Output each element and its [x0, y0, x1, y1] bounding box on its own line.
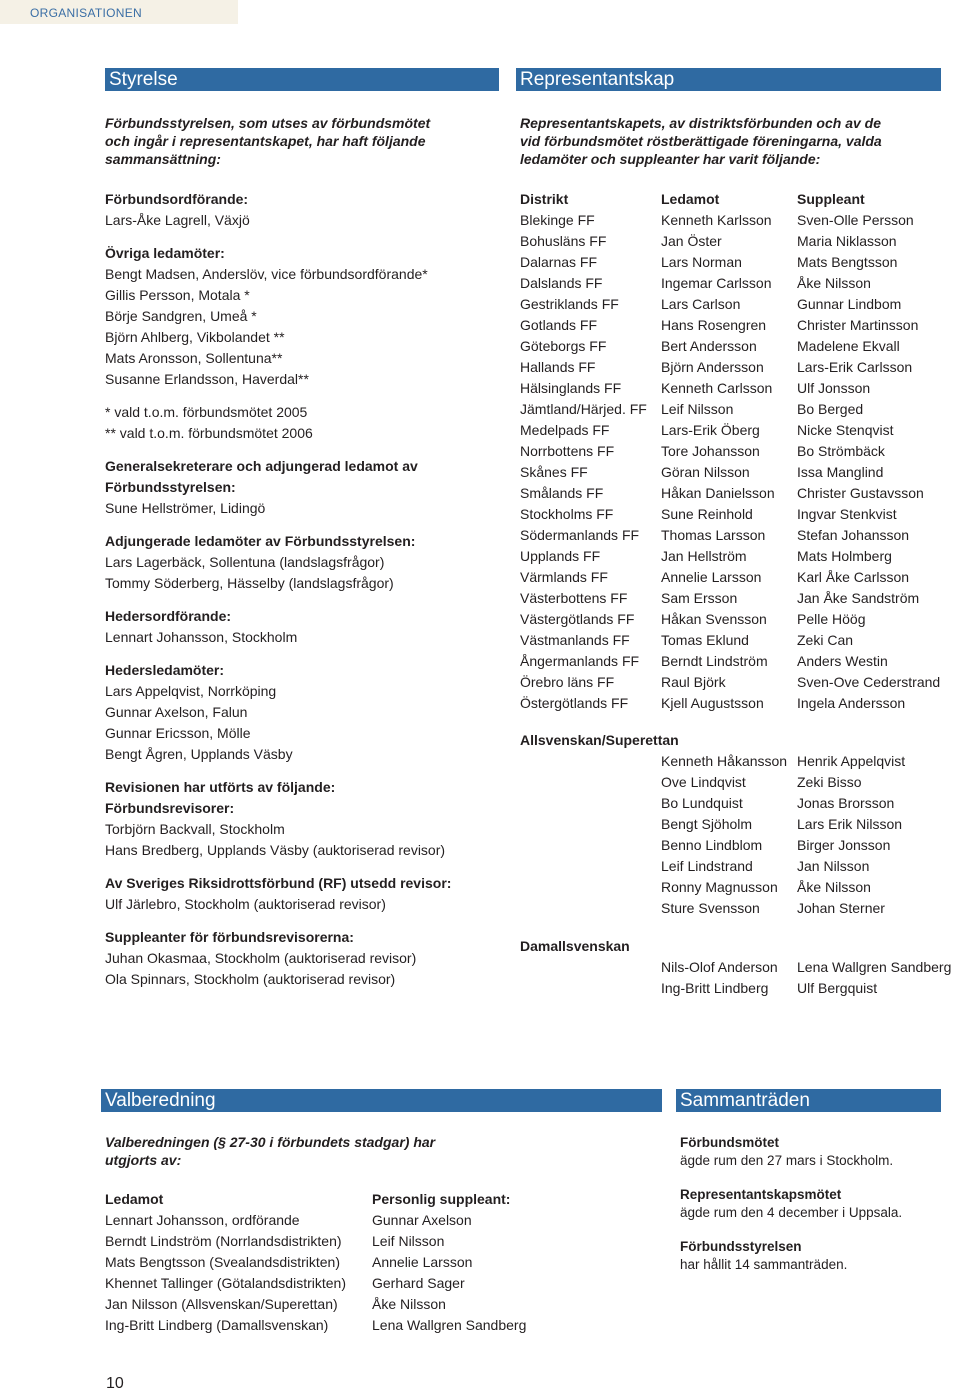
- suppleant-cell: Christer Martinsson: [797, 317, 919, 333]
- line: Gunnar Axelson, Falun: [105, 704, 248, 720]
- line: Juhan Okasmaa, Stockholm (auktoriserad revisor): [105, 950, 417, 966]
- distrikt-cell: Medelpads FF: [520, 422, 610, 438]
- line: Lennart Johansson, Stockholm: [105, 629, 298, 645]
- ledamot-header: Ledamot: [105, 1191, 164, 1207]
- heading: Av Sveriges Riksidrottsförbund (RF) utsedd revisor:: [105, 875, 452, 891]
- ledamot-cell: Kenneth Karlsson: [661, 212, 772, 228]
- suppleant-cell: Zeki Bisso: [797, 774, 862, 790]
- footnote: * vald t.o.m. förbundsmötet 2005: [105, 404, 308, 420]
- distrikt-cell: Jämtland/Härjed. FF: [520, 401, 647, 417]
- distrikt-cell: Värmlands FF: [520, 569, 608, 585]
- ledamot-cell: Sam Ersson: [661, 590, 738, 606]
- heading: Förbundsstyrelsen: [680, 1239, 802, 1254]
- ledamot-header: Ledamot: [661, 191, 720, 207]
- ledamot-cell: Annelie Larsson: [661, 569, 762, 585]
- heading: Hedersordförande:: [105, 608, 232, 624]
- ledamot-cell: Kenneth Håkansson: [661, 753, 788, 769]
- heading: Adjungerade ledamöter av Förbundsstyrelsen:: [105, 533, 416, 549]
- suppleant-cell: Gunnar Lindbom: [797, 296, 902, 312]
- suppleant-cell: Sven-Olle Persson: [797, 212, 914, 228]
- suppleant-header: Personlig suppleant:: [372, 1191, 511, 1207]
- ledamot-cell: Lennart Johansson, ordförande: [105, 1212, 300, 1228]
- suppleant-cell: Sven-Ove Cederstrand: [797, 674, 941, 690]
- line: Björn Ahlberg, Vikbolandet **: [105, 329, 285, 345]
- styrelse-intro: Förbundsstyrelsen, som utses av förbundsmötet och ingår i representantskapet, har haft följande sammansättning:: [105, 115, 431, 167]
- valberedning-ledamot-column: [105, 1189, 346, 1336]
- page-number: 10: [106, 1375, 124, 1392]
- distrikt-cell: Västergötlands FF: [520, 611, 635, 627]
- ledamot-cell: Bo Lundquist: [661, 795, 743, 811]
- ledamot-cell: Lars Norman: [661, 254, 742, 270]
- suppleant-cell: Mats Bengtsson: [797, 254, 898, 270]
- distrikt-cell: Norrbottens FF: [520, 443, 615, 459]
- suppleant-cell: Birger Jonsson: [797, 837, 891, 853]
- ledamot-cell: Kenneth Carlsson: [661, 380, 773, 396]
- suppleant-header: Suppleant: [797, 191, 865, 207]
- suppleant-cell: Mats Holmberg: [797, 548, 892, 564]
- suppleant-cell: Stefan Johansson: [797, 527, 910, 543]
- suppleant-cell: Lars-Erik Carlsson: [797, 359, 913, 375]
- ledamot-cell: Sune Reinhold: [661, 506, 753, 522]
- distrikt-cell: Upplands FF: [520, 548, 601, 564]
- styrelse-title: Styrelse: [105, 68, 499, 91]
- suppleant-cell: Issa Manglind: [797, 464, 884, 480]
- allsvenskan-heading: Allsvenskan/Superettan: [520, 732, 679, 748]
- line: ägde rum den 27 mars i Stockholm.: [680, 1153, 894, 1168]
- ledamot-cell: Tomas Eklund: [661, 632, 749, 648]
- distrikt-cell: Skånes FF: [520, 464, 588, 480]
- suppleant-cell: Maria Niklasson: [797, 233, 897, 249]
- ledamot-cell: Berndt Lindström (Norrlandsdistrikten): [105, 1233, 342, 1249]
- ledamot-cell: Khennet Tallinger (Götalandsdistrikten): [105, 1275, 346, 1291]
- suppleant-cell: Bo Strömbäck: [797, 443, 885, 459]
- distrikt-cell: Gestriklands FF: [520, 296, 619, 312]
- line: ägde rum den 4 december i Uppsala.: [680, 1205, 903, 1220]
- suppleant-cell: Annelie Larsson: [372, 1254, 473, 1270]
- ledamot-cell: Lars-Erik Öberg: [661, 422, 760, 438]
- ledamot-cell: Mats Bengtsson (Svealandsdistrikten): [105, 1254, 340, 1270]
- distrikt-cell: Hälsinglands FF: [520, 380, 622, 396]
- allsvenskan-suppleant-column: [797, 751, 905, 919]
- valberedning-intro: Valberedningen (§ 27-30 i förbundets stadgar) har utgjorts av:: [105, 1134, 436, 1168]
- ledamot-cell: Thomas Larsson: [661, 527, 766, 543]
- suppleant-cell: Madelene Ekvall: [797, 338, 900, 354]
- distrikt-cell: Smålands FF: [520, 485, 604, 501]
- allsvenskan-ledamot-column: [661, 751, 787, 919]
- line: Susanne Erlandsson, Haverdal**: [105, 371, 309, 387]
- distrikt-column: [520, 189, 647, 714]
- suppleant-cell: Ulf Bergquist: [797, 980, 878, 996]
- line: Gillis Persson, Motala *: [105, 287, 250, 303]
- distrikt-cell: Stockholms FF: [520, 506, 614, 522]
- representantskap-title: Representantskap: [516, 68, 941, 91]
- suppleant-cell: Bo Berged: [797, 401, 864, 417]
- ledamot-cell: Kjell Augustsson: [661, 695, 764, 711]
- ledamot-cell: Håkan Danielsson: [661, 485, 775, 501]
- line: Sune Hellströmer, Lidingö: [105, 500, 266, 516]
- ledamot-cell: Jan Hellström: [661, 548, 747, 564]
- suppleant-cell: Åke Nilsson: [797, 275, 871, 291]
- line: Ulf Järlebro, Stockholm (auktoriserad revisor): [105, 896, 386, 912]
- heading: Hedersledamöter:: [105, 662, 225, 678]
- ledamot-cell: Håkan Svensson: [661, 611, 767, 627]
- ledamot-cell: Jan Öster: [661, 233, 722, 249]
- damallsvenskan-suppleant-column: [797, 957, 951, 999]
- suppleant-cell: Lena Wallgren Sandberg: [797, 959, 952, 975]
- distrikt-cell: Västmanlands FF: [520, 632, 630, 648]
- heading: Suppleanter för förbundsrevisorerna:: [105, 929, 354, 945]
- section-tag: ORGANISATIONEN: [0, 0, 238, 24]
- suppleant-column: [797, 189, 940, 714]
- distrikt-cell: Blekinge FF: [520, 212, 595, 228]
- distrikt-cell: Gotlands FF: [520, 317, 598, 333]
- representantskap-intro: Representantskapets, av distriktsförbunden och av de vid förbundsmötet röstberättigade föreningarna, valda ledamöter och suppleanter har varit följande:: [520, 115, 882, 167]
- distrikt-cell: Göteborgs FF: [520, 338, 607, 354]
- ledamot-cell: Björn Andersson: [661, 359, 764, 375]
- heading: Revisionen har utförts av följande:: [105, 779, 336, 795]
- distrikt-cell: Ångermanlands FF: [520, 653, 640, 669]
- ledamot-cell: Nils-Olof Anderson: [661, 959, 778, 975]
- line: har hållit 14 sammanträden.: [680, 1257, 848, 1272]
- ledamot-cell: Benno Lindblom: [661, 837, 763, 853]
- line: Tommy Söderberg, Hässelby (landslagsfrågor): [105, 575, 394, 591]
- valberedning-suppleant-column: [372, 1189, 526, 1336]
- distrikt-cell: Dalarnas FF: [520, 254, 598, 270]
- suppleant-cell: Gunnar Axelson: [372, 1212, 472, 1228]
- distrikt-cell: Östergötlands FF: [520, 695, 629, 711]
- sammantraden-body: [680, 1134, 902, 1274]
- suppleant-cell: Johan Sterner: [797, 900, 885, 916]
- ledamot-cell: Jan Nilsson (Allsvenskan/Superettan): [105, 1296, 338, 1312]
- suppleant-cell: Ingela Andersson: [797, 695, 906, 711]
- styrelse-body: [105, 189, 505, 990]
- heading: Generalsekreterare och adjungerad ledamot av: [105, 458, 418, 474]
- suppleant-cell: Christer Gustavsson: [797, 485, 924, 501]
- ledamot-cell: Bert Andersson: [661, 338, 757, 354]
- ledamot-cell: Leif Nilsson: [661, 401, 734, 417]
- ledamot-cell: Raul Björk: [661, 674, 726, 690]
- distrikt-header: Distrikt: [520, 191, 569, 207]
- ledamot-cell: Hans Rosengren: [661, 317, 767, 333]
- valberedning-title: Valberedning: [101, 1089, 662, 1112]
- distrikt-cell: Bohusläns FF: [520, 233, 607, 249]
- damallsvenskan-heading: Damallsvenskan: [520, 938, 630, 954]
- sammantraden-title: Sammanträden: [676, 1089, 941, 1112]
- line: Lars-Åke Lagrell, Växjö: [105, 212, 250, 228]
- ledamot-cell: Göran Nilsson: [661, 464, 750, 480]
- suppleant-cell: Leif Nilsson: [372, 1233, 445, 1249]
- line: Bengt Ågren, Upplands Väsby: [105, 746, 293, 762]
- line: Torbjörn Backvall, Stockholm: [105, 821, 285, 837]
- ledamot-cell: Tore Johansson: [661, 443, 760, 459]
- distrikt-cell: Hallands FF: [520, 359, 596, 375]
- heading: Förbundsrevisorer:: [105, 800, 235, 816]
- line: Lars Appelqvist, Norrköping: [105, 683, 277, 699]
- ledamot-cell: Ing-Britt Lindberg (Damallsvenskan): [105, 1317, 329, 1333]
- line: Lars Lagerbäck, Sollentuna (landslagsfrågor): [105, 554, 385, 570]
- distrikt-cell: Södermanlands FF: [520, 527, 640, 543]
- ledamot-cell: Ronny Magnusson: [661, 879, 778, 895]
- suppleant-cell: Lena Wallgren Sandberg: [372, 1317, 527, 1333]
- ledamot-cell: Berndt Lindström: [661, 653, 768, 669]
- suppleant-cell: Anders Westin: [797, 653, 888, 669]
- ledamot-cell: Lars Carlson: [661, 296, 741, 312]
- heading: Representantskapsmötet: [680, 1187, 842, 1202]
- suppleant-cell: Henrik Appelqvist: [797, 753, 906, 769]
- suppleant-cell: Pelle Höög: [797, 611, 866, 627]
- ledamot-cell: Ing-Britt Lindberg: [661, 980, 769, 996]
- ledamot-cell: Bengt Sjöholm: [661, 816, 753, 832]
- heading: Förbundsordförande:: [105, 191, 249, 207]
- damallsvenskan-ledamot-column: [661, 957, 778, 999]
- suppleant-cell: Jan Åke Sandström: [797, 590, 920, 606]
- line: Bengt Madsen, Anderslöv, vice förbundsordförande*: [105, 266, 428, 282]
- ledamot-cell: Leif Lindstrand: [661, 858, 753, 874]
- line: Hans Bredberg, Upplands Väsby (auktoriserad revisor): [105, 842, 446, 858]
- suppleant-cell: Zeki Can: [797, 632, 854, 648]
- suppleant-cell: Gerhard Sager: [372, 1275, 465, 1291]
- distrikt-cell: Örebro läns FF: [520, 674, 615, 690]
- suppleant-cell: Jan Nilsson: [797, 858, 870, 874]
- line: Gunnar Ericsson, Mölle: [105, 725, 251, 741]
- suppleant-cell: Jonas Brorsson: [797, 795, 895, 811]
- ledamot-cell: Ove Lindqvist: [661, 774, 746, 790]
- suppleant-cell: Karl Åke Carlsson: [797, 569, 910, 585]
- heading: Förbundsstyrelsen:: [105, 479, 236, 495]
- heading: Förbundsmötet: [680, 1135, 779, 1150]
- line: Ola Spinnars, Stockholm (auktoriserad revisor): [105, 971, 396, 987]
- line: Mats Aronsson, Sollentuna**: [105, 350, 283, 366]
- line: Börje Sandgren, Umeå *: [105, 308, 257, 324]
- distrikt-cell: Dalslands FF: [520, 275, 603, 291]
- suppleant-cell: Åke Nilsson: [372, 1296, 446, 1312]
- ledamot-column: [661, 189, 775, 714]
- suppleant-cell: Ulf Jonsson: [797, 380, 871, 396]
- suppleant-cell: Ingvar Stenkvist: [797, 506, 897, 522]
- suppleant-cell: Åke Nilsson: [797, 879, 871, 895]
- ledamot-cell: Ingemar Carlsson: [661, 275, 772, 291]
- distrikt-cell: Västerbottens FF: [520, 590, 628, 606]
- heading: Övriga ledamöter:: [105, 245, 225, 261]
- suppleant-cell: Nicke Stenqvist: [797, 422, 894, 438]
- footnote: ** vald t.o.m. förbundsmötet 2006: [105, 425, 313, 441]
- suppleant-cell: Lars Erik Nilsson: [797, 816, 903, 832]
- ledamot-cell: Sture Svensson: [661, 900, 760, 916]
